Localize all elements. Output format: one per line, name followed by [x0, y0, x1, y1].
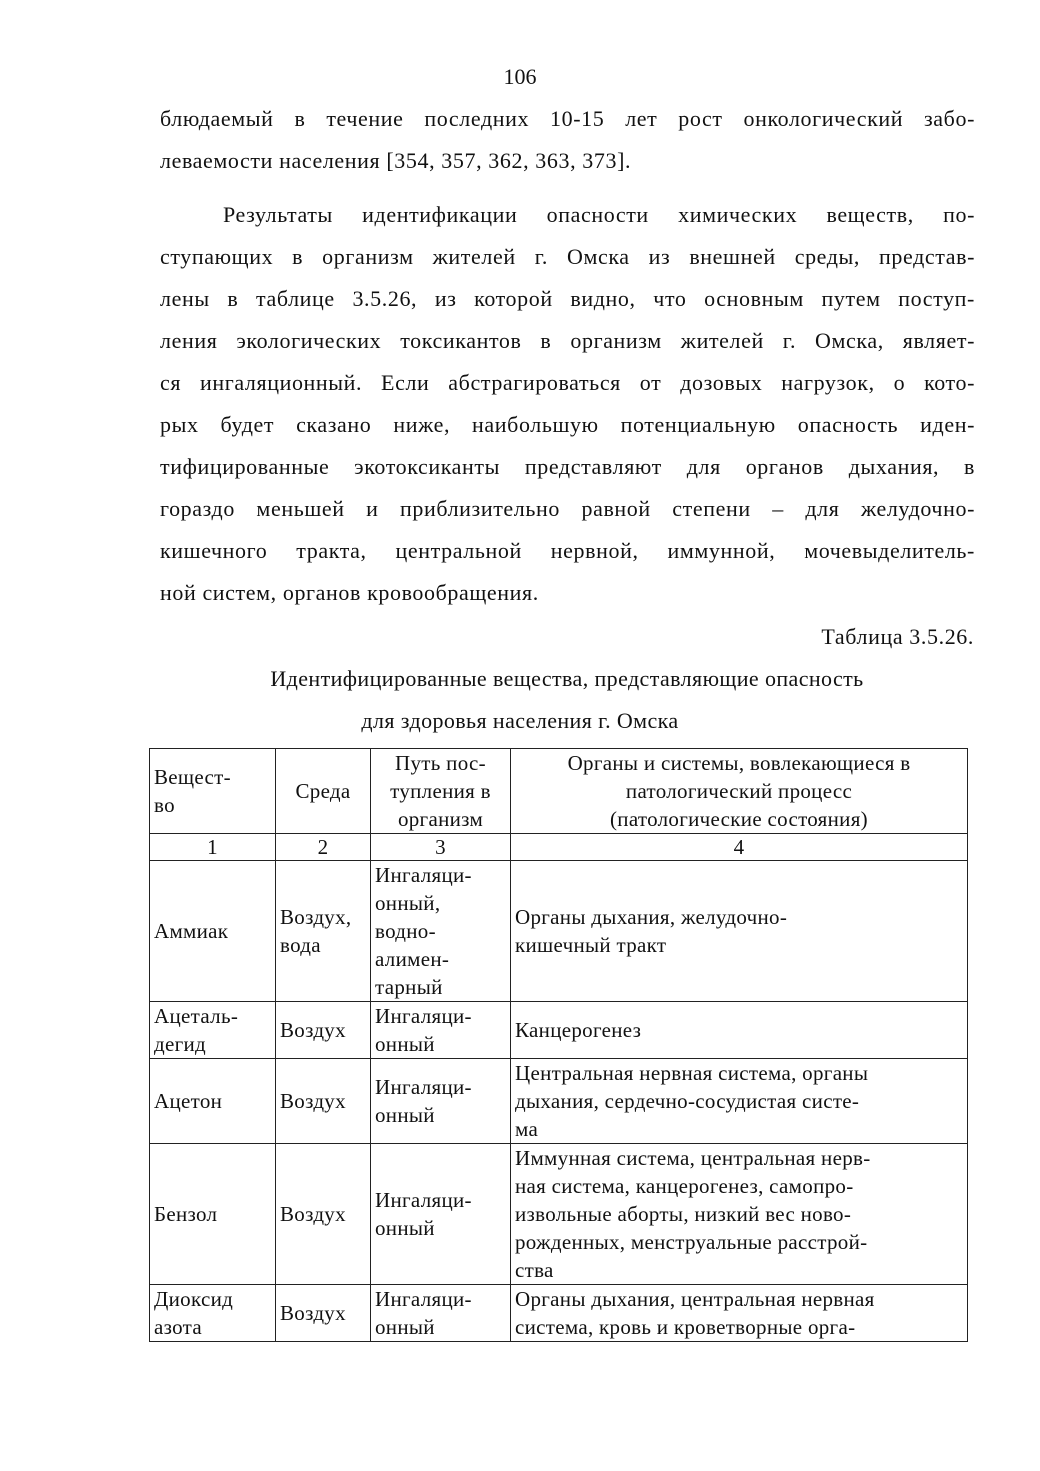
cell-text-line: ная система, канцерогенез, самопро- [515, 1174, 854, 1198]
cell-text-line: Ингаляци- [375, 1004, 472, 1028]
cell-text-line: онный [375, 1103, 435, 1127]
header-col-route [371, 749, 511, 834]
column-number: 4 [511, 834, 968, 861]
cell-text-line: онный [375, 1216, 435, 1240]
cell-text-line: тарный [375, 975, 443, 999]
cell-text-line: организм [397, 807, 484, 831]
cell-substance [150, 1144, 276, 1285]
page-number: 106 [503, 64, 537, 89]
cell-route [371, 1285, 511, 1342]
paragraph-continuation [160, 98, 975, 182]
cell-text-line: Ингаляци- [375, 1075, 472, 1099]
text-line: кишечного тракта, центральной нервной, иммунной, мочевыделитель- [160, 538, 975, 563]
table-title-line-1: Идентифицированные вещества, представляющие опасность [270, 666, 864, 691]
table-row [150, 1285, 968, 1342]
text-line: тифицированные экотоксиканты представляют для органов дыхания, в [160, 454, 975, 479]
cell-medium [276, 1059, 371, 1144]
cell-substance [150, 1285, 276, 1342]
cell-text-line: рожденных, менструальные расстрой- [515, 1230, 868, 1254]
text-line: рых будет сказано ниже, наибольшую потенциальную опасность иден- [160, 412, 975, 437]
column-number: 3 [371, 834, 511, 861]
cell-medium [276, 1002, 371, 1059]
cell-text-line: ма [515, 1117, 539, 1141]
cell-route [371, 1059, 511, 1144]
cell-text-line: вода [280, 933, 321, 957]
header-col-substance [150, 749, 276, 834]
cell-text-line: Ингаляци- [375, 1188, 472, 1212]
cell-organs [511, 1144, 968, 1285]
cell-organs [511, 861, 968, 1002]
cell-text-line: тупления в [390, 779, 491, 803]
cell-text-line: Аммиак [154, 919, 229, 943]
cell-medium [276, 1144, 371, 1285]
cell-text-line: (патологические состояния) [610, 807, 868, 831]
cell-organs [511, 1059, 968, 1144]
text-line: блюдаемый в течение последних 10-15 лет рост онкологический забо- [160, 106, 975, 131]
cell-text-line: во [154, 793, 175, 817]
text-line: ся ингаляционный. Если абстрагироваться от дозовых нагрузок, о кото- [160, 370, 975, 395]
cell-text-line: Иммунная система, центральная нерв- [515, 1146, 871, 1170]
text-line: леваемости населения [354, 357, 362, 363, 373]. [160, 148, 632, 173]
cell-route [371, 861, 511, 1002]
cell-text-line: азота [154, 1315, 202, 1339]
cell-text-line: кишечный тракт [515, 933, 667, 957]
cell-text-line: Центральная нервная система, органы [515, 1061, 869, 1085]
text-line: Результаты идентификации опасности химических веществ, по- [223, 202, 975, 227]
cell-text-line: дегид [154, 1032, 207, 1056]
text-line: ступающих в организм жителей г. Омска из внешней среды, представ- [160, 244, 975, 269]
cell-text-line: патологический процесс [625, 779, 853, 803]
table-column-numbers-row [150, 834, 968, 861]
cell-text-line: Воздух [280, 1301, 346, 1325]
cell-route [371, 1002, 511, 1059]
cell-organs [511, 1285, 968, 1342]
cell-medium [276, 1285, 371, 1342]
table-header-row [150, 749, 968, 834]
cell-text-line: онный [375, 1032, 435, 1056]
cell-text-line: Ацетон [154, 1089, 223, 1113]
cell-medium [276, 861, 371, 1002]
cell-text-line: Органы и системы, вовлекающиеся в [567, 751, 911, 775]
substances-table [149, 748, 968, 1342]
cell-text-line: онный [375, 1315, 435, 1339]
cell-substance [150, 1002, 276, 1059]
cell-text-line: ства [515, 1258, 554, 1282]
text-line: ной систем, органов кровообращения. [160, 580, 539, 605]
cell-organs [511, 1002, 968, 1059]
text-line: лены в таблице 3.5.26, из которой видно, что основным путем поступ- [160, 286, 975, 311]
cell-text-line: Воздух [280, 1089, 346, 1113]
text-line: гораздо меньшей и приблизительно равной степени – для желудочно- [160, 496, 975, 521]
table-row [150, 1059, 968, 1144]
cell-text-line: Путь пос- [395, 751, 486, 775]
cell-text-line: Ингаляци- [375, 863, 472, 887]
text-line: ления экологических токсикантов в организм жителей г. Омска, являет- [160, 328, 975, 353]
cell-text-line: Органы дыхания, центральная нервная [515, 1287, 875, 1311]
cell-text-line: водно- [375, 919, 436, 943]
table-row [150, 1144, 968, 1285]
cell-text-line: Диоксид [154, 1287, 234, 1311]
cell-text-line: Бензол [154, 1202, 218, 1226]
cell-text-line: Воздух, [280, 905, 352, 929]
cell-text-line: система, кровь и кроветворные орга- [515, 1315, 856, 1339]
cell-text-line: Ингаляци- [375, 1287, 472, 1311]
cell-text-line: извольные аборты, низкий вес ново- [515, 1202, 852, 1226]
cell-substance [150, 861, 276, 1002]
paragraph-results [160, 194, 975, 614]
table-row [150, 1002, 968, 1059]
column-number: 1 [150, 834, 276, 861]
cell-text-line: алимен- [375, 947, 450, 971]
cell-substance [150, 1059, 276, 1144]
cell-text-line: Ацеталь- [154, 1004, 239, 1028]
header-col-organs [511, 749, 968, 834]
cell-text-line: Органы дыхания, желудочно- [515, 905, 788, 929]
table-label: Таблица 3.5.26. [821, 624, 974, 649]
cell-text-line: Воздух [280, 1202, 346, 1226]
cell-text-line: Вещест- [154, 765, 231, 789]
header-col-medium [276, 749, 371, 834]
cell-text-line: Среда [295, 779, 351, 803]
cell-text-line: Воздух [280, 1018, 346, 1042]
table-title-line-2: для здоровья населения г. Омска [361, 708, 679, 733]
column-number: 2 [276, 834, 371, 861]
cell-text-line: онный, [375, 891, 441, 915]
cell-text-line: дыхания, сердечно-сосудистая систе- [515, 1089, 860, 1113]
cell-route [371, 1144, 511, 1285]
cell-text-line: Канцерогенез [515, 1018, 642, 1042]
table-row [150, 861, 968, 1002]
